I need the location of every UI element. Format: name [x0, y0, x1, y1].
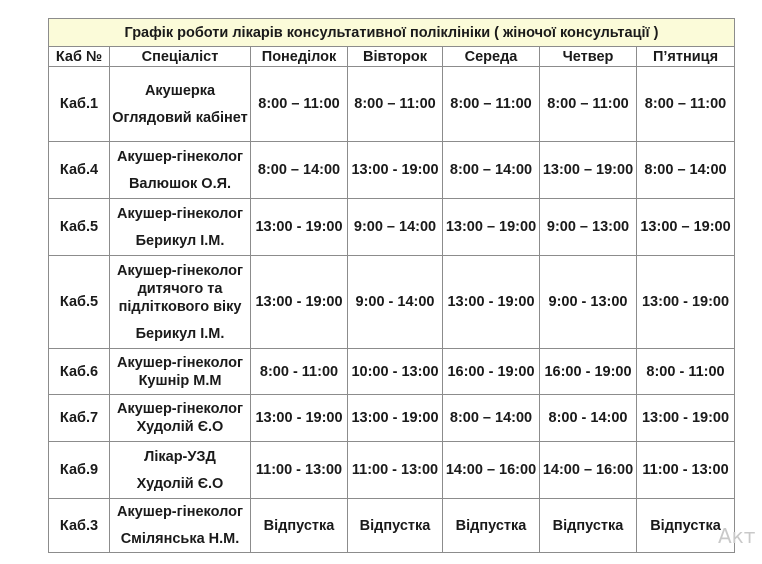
specialist-name: Смілянська Н.М.	[120, 531, 240, 547]
specialist-role: Акушер-гінеколог	[117, 205, 243, 222]
table-row	[49, 142, 735, 199]
schedule-cell-friday: 11:00 - 13:00	[637, 442, 735, 499]
specialist-role: Акушер-гінеколог дитячого та підліткового віку	[117, 262, 243, 315]
specialist-name: Кушнір М.М	[138, 372, 222, 389]
specialist-role: Акушер-гінеколог	[117, 401, 243, 417]
specialist-name: Худолій Є.О	[136, 419, 224, 435]
column-header-monday: Понеділок	[251, 47, 348, 67]
column-header-tuesday: Вівторок	[348, 47, 443, 67]
schedule-cell-wednesday: 8:00 – 11:00	[443, 67, 540, 142]
schedule-cell-tuesday: 9:00 – 14:00	[348, 199, 443, 256]
schedule-cell-monday: 13:00 - 19:00	[251, 256, 348, 349]
schedule-cell-tuesday: 11:00 - 13:00	[348, 442, 443, 499]
schedule-cell-monday: Відпустка	[251, 499, 348, 553]
schedule-cell-thursday: 8:00 – 11:00	[540, 67, 637, 142]
schedule-cell-monday: 11:00 - 13:00	[251, 442, 348, 499]
specialist-name: Оглядовий кабінет	[112, 109, 248, 126]
schedule-cell-friday: 13:00 - 19:00	[637, 395, 735, 442]
specialist-cell	[110, 67, 251, 142]
column-header-room: Каб №	[49, 47, 110, 67]
schedule-cell-thursday: 9:00 – 13:00	[540, 199, 637, 256]
specialist-role: Акушер-гінеколог	[117, 148, 243, 165]
schedule-cell-monday: 8:00 – 11:00	[251, 67, 348, 142]
room-cell: Каб.1	[49, 67, 110, 142]
schedule-cell-friday: 13:00 - 19:00	[637, 256, 735, 349]
table-row	[49, 199, 735, 256]
specialist-name: Худолій Є.О	[136, 475, 224, 492]
specialist-name: Валюшок О.Я.	[128, 175, 232, 192]
schedule-cell-thursday: 16:00 - 19:00	[540, 349, 637, 395]
schedule-cell-tuesday: 8:00 – 11:00	[348, 67, 443, 142]
table-row	[49, 256, 735, 349]
table-row	[49, 499, 735, 553]
schedule-cell-tuesday: 13:00 - 19:00	[348, 395, 443, 442]
table-row	[49, 442, 735, 499]
schedule-cell-thursday: 9:00 - 13:00	[540, 256, 637, 349]
table-row	[49, 67, 735, 142]
room-cell: Каб.7	[49, 395, 110, 442]
schedule-cell-tuesday: 13:00 - 19:00	[348, 142, 443, 199]
schedule-cell-wednesday: 13:00 – 19:00	[443, 199, 540, 256]
schedule-cell-friday: 13:00 – 19:00	[637, 199, 735, 256]
schedule-cell-monday: 8:00 - 11:00	[251, 349, 348, 395]
schedule-cell-thursday: 14:00 – 16:00	[540, 442, 637, 499]
schedule-cell-tuesday: Відпустка	[348, 499, 443, 553]
schedule-cell-monday: 13:00 - 19:00	[251, 395, 348, 442]
specialist-cell	[110, 349, 251, 395]
schedule-cell-friday: 8:00 - 11:00	[637, 349, 735, 395]
specialist-cell	[110, 395, 251, 442]
schedule-cell-thursday: 13:00 – 19:00	[540, 142, 637, 199]
schedule-cell-wednesday: Відпустка	[443, 499, 540, 553]
specialist-role: Акушер-гінеколог	[117, 504, 243, 520]
specialist-name: Берикул І.М.	[135, 232, 225, 249]
room-cell: Каб.3	[49, 499, 110, 553]
schedule-cell-wednesday: 14:00 – 16:00	[443, 442, 540, 499]
specialist-role: Акушер-гінеколог	[117, 354, 243, 371]
specialist-cell	[110, 256, 251, 349]
schedule-cell-friday: 8:00 – 14:00	[637, 142, 735, 199]
schedule-cell-tuesday: 9:00 - 14:00	[348, 256, 443, 349]
schedule-cell-thursday: Відпустка	[540, 499, 637, 553]
table-row	[49, 395, 735, 442]
schedule-cell-monday: 8:00 – 14:00	[251, 142, 348, 199]
column-header-friday: П’ятниця	[637, 47, 735, 67]
room-cell: Каб.5	[49, 256, 110, 349]
column-header-thursday: Четвер	[540, 47, 637, 67]
room-cell: Каб.9	[49, 442, 110, 499]
schedule-cell-wednesday: 16:00 - 19:00	[443, 349, 540, 395]
specialist-name: Берикул І.М.	[135, 325, 225, 342]
schedule-cell-wednesday: 8:00 – 14:00	[443, 395, 540, 442]
column-header-wednesday: Середа	[443, 47, 540, 67]
schedule-cell-friday: 8:00 – 11:00	[637, 67, 735, 142]
specialist-cell	[110, 442, 251, 499]
room-cell: Каб.5	[49, 199, 110, 256]
specialist-cell	[110, 142, 251, 199]
specialist-cell	[110, 199, 251, 256]
table-title: Графік роботи лікарів консультативної поліклініки ( жіночої консультації )	[49, 19, 735, 47]
schedule-cell-thursday: 8:00 - 14:00	[540, 395, 637, 442]
schedule-cell-tuesday: 10:00 - 13:00	[348, 349, 443, 395]
column-header-specialist: Спеціаліст	[110, 47, 251, 67]
room-cell: Каб.4	[49, 142, 110, 199]
specialist-cell	[110, 499, 251, 553]
schedule-table	[48, 18, 735, 553]
schedule-cell-wednesday: 13:00 - 19:00	[443, 256, 540, 349]
room-cell: Каб.6	[49, 349, 110, 395]
schedule-cell-wednesday: 8:00 – 14:00	[443, 142, 540, 199]
specialist-role: Акушерка	[144, 82, 216, 99]
table-row	[49, 349, 735, 395]
specialist-role: Лікар-УЗД	[144, 448, 216, 465]
watermark-text: Акт	[718, 524, 756, 548]
schedule-cell-friday: Відпустка	[637, 499, 735, 553]
schedule-cell-monday: 13:00 - 19:00	[251, 199, 348, 256]
